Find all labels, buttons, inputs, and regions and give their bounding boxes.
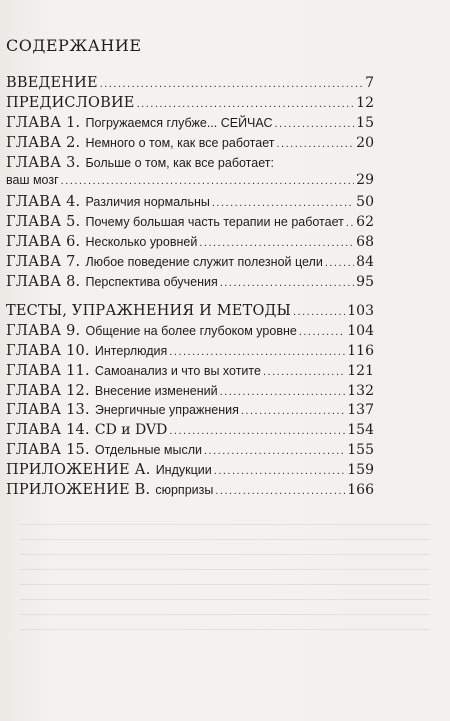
toc-entry[interactable] bbox=[6, 439, 374, 459]
toc-entry-label bbox=[6, 251, 323, 273]
toc-entry-title: Погружаемся глубже... СЕЙЧАС bbox=[85, 115, 273, 130]
toc-entry-prefix: ГЛАВА 7. bbox=[6, 254, 81, 271]
toc-entry-prefix: ГЛАВА 6. bbox=[6, 234, 81, 251]
dot-leader bbox=[263, 363, 345, 383]
dot-leader bbox=[215, 482, 345, 502]
toc-entry-label bbox=[6, 439, 202, 461]
toc-entry-label bbox=[6, 231, 197, 253]
toc-entry[interactable] bbox=[6, 132, 374, 152]
toc-entry[interactable] bbox=[6, 320, 374, 340]
toc-entry[interactable] bbox=[6, 399, 374, 419]
toc-entry-label bbox=[6, 340, 167, 362]
toc-entry-title-continued: ваш мозг bbox=[6, 173, 59, 188]
toc-entry-label bbox=[6, 459, 212, 481]
toc-entry-page: 159 bbox=[347, 462, 374, 479]
dot-leader bbox=[299, 323, 345, 343]
toc-entry[interactable] bbox=[6, 459, 374, 479]
toc-entry-label bbox=[6, 191, 210, 213]
toc-entry[interactable] bbox=[6, 419, 374, 439]
toc-entry-label bbox=[6, 132, 274, 154]
toc-entry-title: Энергичные упражнения bbox=[94, 403, 239, 418]
toc-entry[interactable] bbox=[6, 300, 374, 320]
toc-section-exercises bbox=[6, 300, 374, 499]
toc-entry[interactable] bbox=[6, 380, 374, 400]
toc-entry[interactable] bbox=[6, 360, 374, 380]
toc-entry-title: сюрпризы bbox=[155, 483, 214, 498]
toc-entry-title: Немного о том, как все работает bbox=[85, 135, 275, 150]
toc-entry-title: Различия нормальны bbox=[85, 195, 210, 210]
toc-entry-page: 121 bbox=[347, 362, 374, 379]
toc-entry-prefix: ГЛАВА 8. bbox=[6, 273, 81, 290]
toc-entry-prefix: ГЛАВА 12. bbox=[6, 382, 90, 399]
toc-heading: СОДЕРЖАНИЕ bbox=[6, 36, 142, 55]
toc-entry[interactable] bbox=[6, 340, 374, 360]
dot-leader bbox=[214, 462, 346, 482]
toc-entry-label bbox=[6, 320, 297, 342]
toc-entry-page: 95 bbox=[356, 273, 374, 290]
toc-entry-title: Индукции bbox=[155, 463, 212, 478]
toc-entry-prefix: ГЛАВА 10. bbox=[6, 342, 90, 359]
dot-leader bbox=[241, 402, 345, 422]
toc-entry-label bbox=[6, 92, 135, 114]
toc-entry-page: 84 bbox=[356, 254, 374, 271]
toc-entry[interactable] bbox=[6, 211, 374, 231]
toc-entry-prefix: ВВЕДЕНИЕ bbox=[6, 75, 98, 91]
toc-entry-page: 12 bbox=[356, 94, 374, 111]
toc-entry-prefix: ГЛАВА 4. bbox=[6, 194, 81, 211]
toc-entry-page: 132 bbox=[347, 382, 374, 399]
toc-entry-prefix: ПРИЛОЖЕНИЕ А. bbox=[6, 462, 151, 479]
toc-entry-prefix: ГЛАВА 9. bbox=[6, 322, 81, 339]
toc-entry-page: 7 bbox=[365, 75, 374, 91]
toc-entry-title: Перспектива обучения bbox=[85, 274, 218, 289]
dot-leader bbox=[61, 172, 355, 192]
toc-entry-label bbox=[6, 72, 98, 94]
toc-entry-title: Интерлюдия bbox=[94, 343, 168, 358]
toc-entry-title: CD и DVD bbox=[94, 422, 168, 439]
toc-entry[interactable] bbox=[6, 191, 374, 211]
toc-entry-label bbox=[6, 380, 218, 402]
toc-entry[interactable] bbox=[6, 251, 374, 271]
toc-entry-page: 137 bbox=[347, 402, 374, 419]
dot-leader bbox=[274, 115, 354, 135]
toc-entry-page: 116 bbox=[347, 342, 374, 359]
toc-entry-page: 154 bbox=[347, 422, 374, 439]
toc-entry-page: 29 bbox=[356, 172, 374, 189]
toc-entry-label bbox=[6, 112, 272, 134]
dot-leader bbox=[293, 303, 345, 323]
toc-entry-label bbox=[6, 419, 167, 441]
toc-entry-label bbox=[6, 479, 213, 501]
toc-entry-page: 68 bbox=[356, 234, 374, 251]
toc-entry-page: 62 bbox=[356, 214, 374, 231]
toc-entry-label bbox=[6, 211, 344, 233]
toc-entry[interactable] bbox=[6, 112, 374, 132]
toc-entry-label bbox=[6, 399, 239, 421]
show-through-text bbox=[20, 510, 430, 670]
toc-entry-prefix: ГЛАВА 3. bbox=[6, 154, 81, 171]
toc-entry-title: Внесение изменений bbox=[94, 383, 218, 398]
toc-entry-title: Больше о том, как все работает: bbox=[85, 155, 274, 170]
toc-entry-page: 50 bbox=[356, 194, 374, 211]
toc-entry[interactable] bbox=[6, 479, 374, 499]
toc-entry[interactable] bbox=[6, 271, 374, 291]
toc-entry[interactable] bbox=[6, 231, 374, 251]
toc-entry-page: 166 bbox=[347, 482, 374, 499]
toc-entry-page: 20 bbox=[356, 134, 374, 151]
toc-entry[interactable] bbox=[6, 92, 374, 112]
toc-entry[interactable] bbox=[6, 72, 374, 92]
toc-entry-title: Почему большая часть терапии не работает bbox=[85, 215, 344, 230]
toc-entry-title: Несколько уровней bbox=[85, 235, 198, 250]
toc-entry-prefix: ПРИЛОЖЕНИЕ В. bbox=[6, 482, 151, 499]
toc-entry-prefix: ГЛАВА 1. bbox=[6, 114, 81, 131]
toc-entry-prefix: ПРЕДИСЛОВИЕ bbox=[6, 94, 135, 111]
toc-entry-label bbox=[6, 300, 291, 322]
dot-leader bbox=[346, 214, 354, 234]
dot-leader bbox=[100, 75, 363, 95]
toc-entry-prefix: ГЛАВА 5. bbox=[6, 214, 81, 231]
toc-entry-prefix: ГЛАВА 2. bbox=[6, 134, 81, 151]
dot-leader bbox=[276, 135, 354, 155]
toc-entry-prefix: ГЛАВА 13. bbox=[6, 402, 90, 419]
toc-entry-page: 103 bbox=[347, 303, 374, 319]
toc-entry-prefix: ГЛАВА 15. bbox=[6, 442, 90, 459]
dot-leader bbox=[204, 442, 345, 462]
toc-entry[interactable] bbox=[6, 152, 374, 192]
toc-entry-title: Отдельные мысли bbox=[94, 443, 202, 458]
dot-leader bbox=[325, 254, 354, 274]
toc-entry-prefix: ГЛАВА 14. bbox=[6, 422, 90, 439]
toc-entry-prefix: ТЕСТЫ, УПРАЖНЕНИЯ И МЕТОДЫ bbox=[6, 303, 291, 319]
toc-entry-title: Любое поведение служит полезной цели bbox=[85, 255, 323, 270]
toc-entry-label bbox=[6, 360, 261, 382]
toc-entry-page: 15 bbox=[356, 114, 374, 131]
toc-entry-title: Самоанализ и что вы хотите bbox=[94, 363, 261, 378]
toc-entry-prefix: ГЛАВА 11. bbox=[6, 362, 90, 379]
toc-entry-page: 104 bbox=[347, 322, 374, 339]
toc-entry-label bbox=[6, 271, 218, 293]
toc-entry-page: 155 bbox=[347, 442, 374, 459]
toc-section-main bbox=[6, 72, 374, 291]
dot-leader bbox=[220, 274, 354, 294]
toc-entry-title: Общение на более глубоком уровне bbox=[85, 323, 297, 338]
